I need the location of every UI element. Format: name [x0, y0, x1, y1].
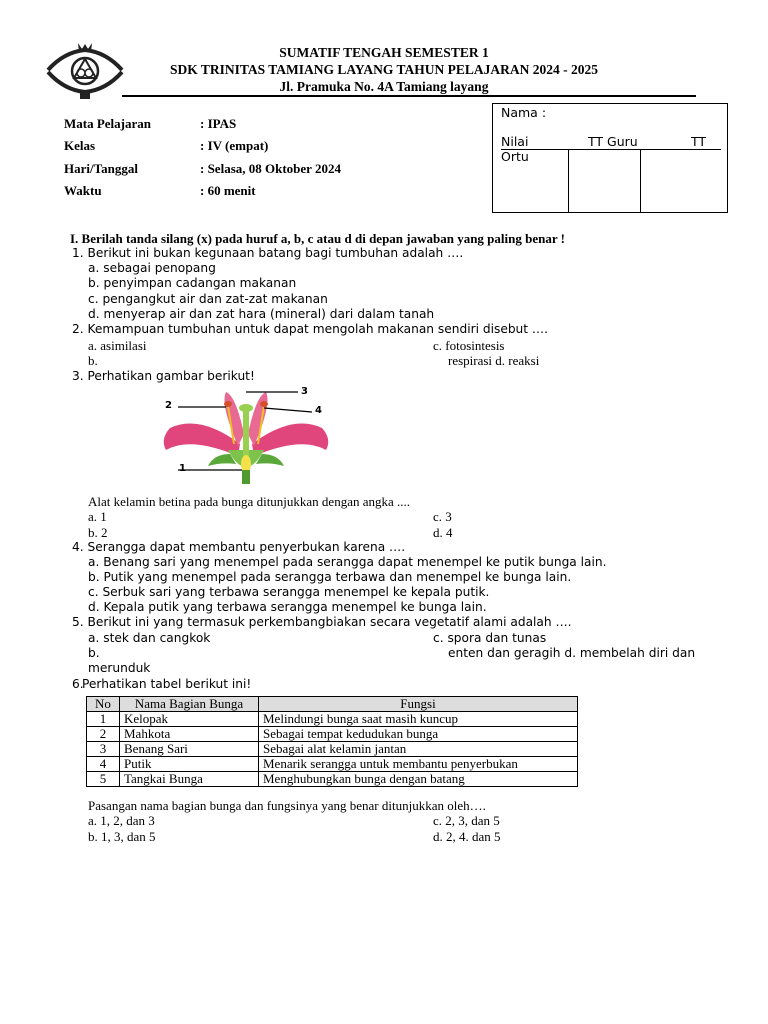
- header-no: No: [87, 697, 120, 712]
- q1-text: 1. Berikut ini bukan kegunaan batang bagi tumbuhan adalah ….: [72, 246, 464, 260]
- row-no: 1: [87, 712, 120, 727]
- parts-table: [86, 696, 578, 787]
- row-part: Tangkai Bunga: [120, 772, 259, 787]
- q5-option-d-tail: merunduk: [88, 661, 151, 675]
- info-value-subject: : IPAS: [200, 116, 237, 131]
- row-part: Mahkota: [120, 727, 259, 742]
- q5-option-b-d: enten dan geragih d. membelah diri dan: [448, 646, 696, 660]
- ortu-label: Ortu: [501, 149, 529, 164]
- q4-option-a: a. Benang sari yang menempel pada serangga dapat menempel ke putik bunga lain.: [88, 555, 607, 569]
- q2-option-c: c. fotosintesis: [433, 338, 505, 353]
- row-no: 2: [87, 727, 120, 742]
- table-row: [87, 772, 578, 787]
- table-header-row: [87, 697, 578, 712]
- info-value-date: : Selasa, 08 Oktober 2024: [200, 161, 341, 176]
- info-label-time: Waktu: [64, 183, 102, 198]
- q6-option-a: a. 1, 2, dan 3: [88, 813, 155, 828]
- q3-option-c: c. 3: [433, 509, 452, 524]
- box-rule: [501, 149, 721, 150]
- tt-guru-label: TT Guru: [588, 134, 638, 149]
- header-address: Jl. Pramuka No. 4A Tamiang layang: [279, 79, 489, 94]
- header-part: Nama Bagian Bunga: [120, 697, 259, 712]
- diagram-label-1: 1: [179, 463, 186, 474]
- info-value-time: : 60 menit: [200, 183, 256, 198]
- box-divider-1: [568, 149, 569, 213]
- q2-option-b: b.: [88, 353, 98, 368]
- q5-option-c: c. spora dan tunas: [433, 631, 547, 645]
- section-instruction: I. Berilah tanda silang (x) pada huruf a, b, c atau d di depan jawaban yang paling benar !: [70, 231, 565, 246]
- q5-text: 5. Berikut ini yang termasuk perkembangbiakan secara vegetatif alami adalah ….: [72, 615, 572, 629]
- q1-option-d: d. menyerap air dan zat hara (mineral) dari dalam tanah: [88, 307, 435, 321]
- tt-label: TT: [691, 134, 707, 149]
- q4-text: 4. Serangga dapat membantu penyerbukan karena ….: [72, 540, 406, 554]
- row-function: Menghubungkan bunga dengan batang: [259, 772, 578, 787]
- q6-text: Perhatikan tabel berikut ini!: [82, 677, 252, 691]
- q6-question: Pasangan nama bagian bunga dan fungsinya yang benar ditunjukkan oleh….: [88, 798, 486, 813]
- box-divider-2: [640, 149, 641, 213]
- q2-text: 2. Kemampuan tumbuhan untuk dapat mengolah makanan sendiri disebut ….: [72, 322, 548, 336]
- q4-option-d: d. Kepala putik yang terbawa serangga menempel ke bunga lain.: [88, 600, 487, 614]
- q1-option-b: b. penyimpan cadangan makanan: [88, 276, 297, 290]
- header-title: SUMATIF TENGAH SEMESTER 1: [279, 45, 489, 60]
- header-function: Fungsi: [259, 697, 578, 712]
- diagram-label-3: 3: [301, 386, 308, 397]
- row-part: Benang Sari: [120, 742, 259, 757]
- header-school: SDK TRINITAS TAMIANG LAYANG TAHUN PELAJARAN 2024 - 2025: [169, 62, 599, 77]
- table-row: [87, 727, 578, 742]
- row-function: Sebagai alat kelamin jantan: [259, 742, 578, 757]
- q6-option-d: d. 2, 4. dan 5: [433, 829, 501, 844]
- q5-option-a: a. stek dan cangkok: [88, 631, 211, 645]
- table-row: [87, 742, 578, 757]
- row-function: Menarik serangga untuk membantu penyerbukan: [259, 757, 578, 772]
- flower-diagram: [160, 384, 332, 484]
- row-no: 4: [87, 757, 120, 772]
- table-row: [87, 757, 578, 772]
- info-label-subject: Mata Pelajaran: [64, 116, 152, 131]
- header-rule: [122, 95, 696, 97]
- q1-option-c: c. pengangkut air dan zat-zat makanan: [88, 292, 328, 306]
- row-part: Putik: [120, 757, 259, 772]
- q3-option-b: b. 2: [88, 525, 108, 540]
- table-row: [87, 712, 578, 727]
- q2-option-a: a. asimilasi: [88, 338, 147, 353]
- info-value-class: : IV (empat): [200, 138, 269, 153]
- q3-option-d: d. 4: [433, 525, 453, 540]
- q3-question: Alat kelamin betina pada bunga ditunjukkan dengan angka ....: [88, 494, 411, 509]
- q4-option-b: b. Putik yang menempel pada serangga terbawa dan menempel ke bunga lain.: [88, 570, 572, 584]
- q3-option-a: a. 1: [88, 509, 107, 524]
- q2-option-b-d: respirasi d. reaksi: [448, 353, 540, 368]
- q6-option-b: b. 1, 3, dan 5: [88, 829, 156, 844]
- diagram-label-2: 2: [165, 400, 172, 411]
- q1-option-a: a. sebagai penopang: [88, 261, 216, 275]
- q6-option-c: c. 2, 3, dan 5: [433, 813, 500, 828]
- info-label-class: Kelas: [64, 138, 96, 153]
- row-no: 3: [87, 742, 120, 757]
- row-no: 5: [87, 772, 120, 787]
- q3-text: 3. Perhatikan gambar berikut!: [72, 369, 255, 383]
- row-function: Melindungi bunga saat masih kuncup: [259, 712, 578, 727]
- q6-number: 6.: [72, 677, 84, 691]
- name-label: Nama :: [501, 105, 547, 120]
- row-function: Sebagai tempat kedudukan bunga: [259, 727, 578, 742]
- diagram-label-4: 4: [315, 405, 322, 416]
- q4-option-c: c. Serbuk sari yang terbawa serangga menempel ke kepala putik.: [88, 585, 490, 599]
- row-part: Kelopak: [120, 712, 259, 727]
- q5-option-b: b.: [88, 646, 100, 660]
- student-box: [492, 103, 728, 213]
- nilai-label: Nilai: [501, 134, 529, 149]
- info-label-date: Hari/Tanggal: [64, 161, 138, 176]
